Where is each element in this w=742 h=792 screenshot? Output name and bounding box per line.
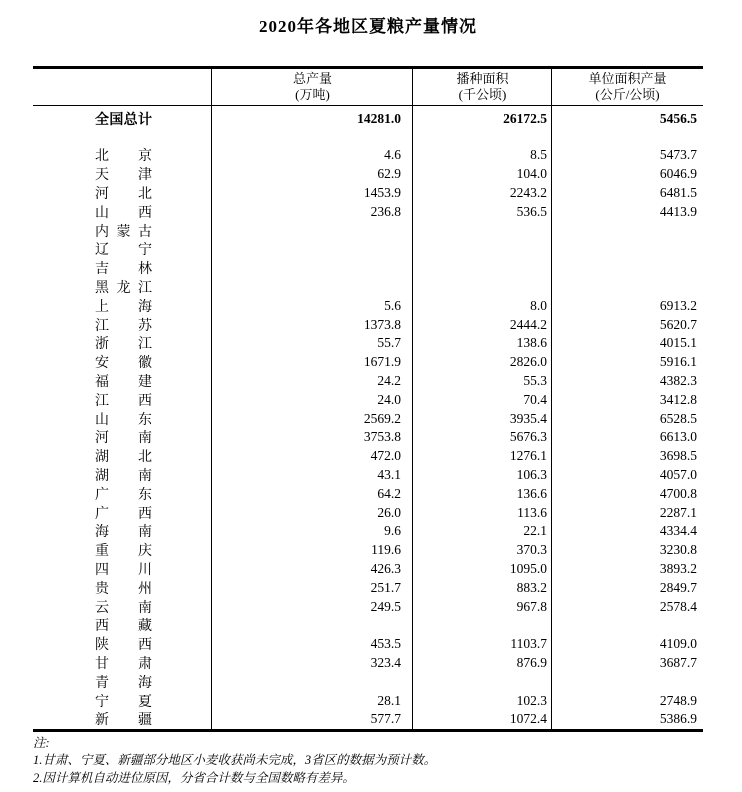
- region-name: 安 徽: [95, 356, 152, 372]
- column-divider-3: [551, 69, 552, 729]
- region-name-cell: [33, 634, 212, 654]
- area-value: 883.2: [516, 579, 547, 595]
- area-value: 138.6: [516, 335, 547, 351]
- region-name-cell: [33, 484, 212, 504]
- output-value: 24.2: [377, 372, 401, 388]
- yield-value: 6481.5: [659, 184, 697, 200]
- output-value: 55.7: [377, 335, 401, 351]
- region-name-cell: [33, 597, 212, 617]
- region-name: 吉 林: [95, 262, 152, 278]
- region-name: 河 北: [95, 187, 152, 202]
- yield-value: 4057.0: [659, 466, 697, 482]
- header-total-output-line1: 总产量: [292, 71, 332, 86]
- region-name: 江 苏: [95, 318, 152, 334]
- region-name-cell: [33, 503, 212, 523]
- region-name-cell: [33, 691, 212, 711]
- output-value: 472.0: [370, 448, 401, 464]
- summer-grain-table: [33, 66, 703, 732]
- area-value: 55.3: [523, 372, 547, 388]
- table-row: [33, 710, 703, 729]
- output-value: 28.1: [377, 692, 401, 708]
- table-row: [33, 334, 703, 353]
- region-name-cell: [33, 578, 212, 598]
- yield-value: 4334.4: [659, 523, 697, 539]
- region-name: 全 国 总 计: [95, 112, 152, 128]
- region-name-cell: [33, 653, 212, 673]
- region-name-cell: [33, 239, 212, 259]
- yield-value: 5620.7: [659, 316, 697, 332]
- output-value: 1671.9: [363, 354, 401, 370]
- yield-value: 3698.5: [659, 448, 697, 464]
- region-name: 广 西: [95, 506, 152, 522]
- yield-value: 6613.0: [659, 429, 697, 445]
- yield-value: 6528.5: [659, 410, 697, 426]
- yield-value: 5386.9: [659, 711, 697, 727]
- output-value: 426.3: [370, 560, 401, 576]
- header-unit-yield-line1: 单位面积产量: [588, 71, 667, 86]
- output-value: 453.5: [370, 636, 401, 652]
- table-row: [33, 390, 703, 409]
- area-value: 1103.7: [510, 636, 547, 652]
- area-value: 26172.5: [503, 110, 547, 126]
- table-row: [33, 635, 703, 654]
- region-name-cell: [33, 672, 212, 692]
- yield-value: 5916.1: [659, 354, 697, 370]
- region-name-cell: [33, 277, 212, 297]
- national-total-name-cell: [33, 109, 212, 129]
- area-value: 967.8: [516, 598, 547, 614]
- header-total-output: [212, 71, 413, 103]
- region-name: 浙 江: [95, 337, 152, 353]
- table-body: [33, 146, 703, 729]
- table-row: [33, 447, 703, 466]
- table-row: [33, 691, 703, 710]
- region-name: 广 东: [95, 487, 152, 503]
- blank-spacer-row: [33, 131, 703, 146]
- region-name: 湖 北: [95, 450, 152, 466]
- area-value: 106.3: [516, 466, 547, 482]
- output-value: 251.7: [370, 579, 401, 595]
- area-value: 1276.1: [509, 448, 547, 464]
- region-name-cell: [33, 164, 212, 184]
- region-name-cell: [33, 221, 212, 241]
- output-value: 577.7: [370, 711, 401, 727]
- table-row: [33, 296, 703, 315]
- region-name: 天 津: [95, 168, 152, 184]
- header-sown-area: [413, 71, 552, 103]
- output-value: 249.5: [370, 598, 401, 614]
- area-value: 1072.4: [509, 711, 547, 727]
- table-row: [33, 484, 703, 503]
- region-name-cell: [33, 145, 212, 165]
- table-row: [33, 240, 703, 259]
- yield-value: 5456.5: [659, 110, 697, 126]
- output-value: 14281.0: [357, 110, 401, 126]
- region-name: 四 川: [95, 562, 152, 578]
- table-row: [33, 165, 703, 184]
- header-unit-yield: [552, 71, 703, 103]
- yield-value: 4382.3: [659, 372, 697, 388]
- output-value: 323.4: [370, 654, 401, 670]
- yield-value: 2287.1: [659, 504, 697, 520]
- table-row: [33, 466, 703, 485]
- table-row: [33, 560, 703, 579]
- area-value: 536.5: [516, 203, 547, 219]
- region-name-cell: [33, 352, 212, 372]
- region-name: 新 疆: [95, 713, 152, 729]
- region-name-cell: [33, 409, 212, 429]
- table-row: [33, 184, 703, 203]
- region-name: 重 庆: [95, 544, 152, 560]
- table-row: [33, 259, 703, 278]
- national-total-row: [33, 106, 703, 131]
- table-row: [33, 315, 703, 334]
- region-name: 青 海: [95, 675, 152, 691]
- yield-value: 6046.9: [659, 166, 697, 182]
- region-name-cell: [33, 709, 212, 729]
- area-value: 70.4: [523, 391, 547, 407]
- region-name-cell: [33, 315, 212, 335]
- region-name-cell: [33, 371, 212, 391]
- table-row: [33, 409, 703, 428]
- footnote-1: 1.甘肃、宁夏、新疆部分地区小麦收获尚未完成，3省区的数据为预计数。: [33, 753, 437, 768]
- region-name: 福 建: [95, 374, 152, 390]
- area-value: 8.5: [530, 147, 547, 163]
- region-name: 北 京: [95, 149, 152, 165]
- output-value: 1373.8: [363, 316, 401, 332]
- table-row: [33, 654, 703, 673]
- area-value: 1095.0: [509, 560, 547, 576]
- notes-label: 注:: [33, 735, 50, 750]
- output-value: 9.6: [384, 523, 401, 539]
- column-divider-1: [211, 69, 212, 729]
- region-name: 黑 龙 江: [95, 280, 152, 296]
- header-sown-area-line1: 播种面积: [456, 71, 509, 86]
- yield-value: 2748.9: [659, 692, 697, 708]
- region-name-cell: [33, 202, 212, 222]
- area-value: 370.3: [516, 542, 547, 558]
- table-row: [33, 146, 703, 165]
- output-value: 5.6: [384, 297, 401, 313]
- yield-value: 2849.7: [659, 579, 697, 595]
- table-row: [33, 597, 703, 616]
- yield-value: 3412.8: [659, 391, 697, 407]
- column-divider-2: [412, 69, 413, 729]
- area-value: 8.0: [530, 297, 547, 313]
- table-row: [33, 578, 703, 597]
- yield-value: 4413.9: [659, 203, 697, 219]
- table-row: [33, 541, 703, 560]
- area-value: 2826.0: [509, 354, 547, 370]
- region-name: 陕 西: [95, 638, 152, 654]
- area-value: 136.6: [516, 485, 547, 501]
- output-value: 2569.2: [363, 410, 401, 426]
- yield-value: 3230.8: [659, 542, 697, 558]
- output-value: 64.2: [377, 485, 401, 501]
- output-value: 236.8: [370, 203, 401, 219]
- area-value: 22.1: [523, 523, 547, 539]
- region-name: 河 南: [95, 431, 152, 447]
- document-area: [33, 0, 703, 787]
- region-name: 山 东: [95, 412, 152, 428]
- header-unit-yield-line2: (公斤/公顷): [595, 87, 660, 102]
- output-value: 62.9: [377, 166, 401, 182]
- area-value: 5676.3: [509, 429, 547, 445]
- region-name-cell: [33, 183, 212, 203]
- footnotes: [33, 735, 703, 788]
- region-name: 甘 肃: [95, 656, 152, 672]
- region-name: 辽 宁: [95, 243, 152, 259]
- region-name-cell: [33, 465, 212, 485]
- table-row: [33, 353, 703, 372]
- region-name-cell: [33, 521, 212, 541]
- region-name: 江 西: [95, 393, 152, 409]
- footnote-2: 2.因计算机自动进位原因，分省合计数与全国数略有差异。: [33, 770, 355, 785]
- table-header-row: [33, 69, 703, 106]
- area-value: 113.6: [517, 504, 547, 520]
- output-value: 26.0: [377, 504, 401, 520]
- region-name-cell: [33, 446, 212, 466]
- table-row: [33, 672, 703, 691]
- region-name: 贵 州: [95, 581, 152, 597]
- region-name-cell: [33, 427, 212, 447]
- region-name: 山 西: [95, 205, 152, 221]
- region-name: 海 南: [95, 525, 152, 541]
- table-row: [33, 522, 703, 541]
- yield-value: 6913.2: [659, 297, 697, 313]
- yield-value: 4015.1: [659, 335, 697, 351]
- table-row: [33, 428, 703, 447]
- region-name-cell: [33, 258, 212, 278]
- area-value: 2243.2: [509, 184, 547, 200]
- region-name: 云 南: [95, 600, 152, 616]
- output-value: 43.1: [377, 466, 401, 482]
- header-sown-area-line2: (千公顷): [458, 87, 507, 102]
- output-value: 3753.8: [363, 429, 401, 445]
- table-row: [33, 202, 703, 221]
- output-value: 119.6: [371, 542, 401, 558]
- area-value: 3935.4: [509, 410, 547, 426]
- yield-value: 3893.2: [659, 560, 697, 576]
- yield-value: 2578.4: [659, 598, 697, 614]
- output-value: 4.6: [384, 147, 401, 163]
- region-name: 西 藏: [95, 619, 152, 635]
- area-value: 102.3: [516, 692, 547, 708]
- region-name: 内 蒙 古: [95, 224, 152, 240]
- region-name-cell: [33, 333, 212, 353]
- yield-value: 5473.7: [659, 147, 697, 163]
- region-name-cell: [33, 559, 212, 579]
- table-row: [33, 372, 703, 391]
- region-name-cell: [33, 540, 212, 560]
- region-name: 上 海: [95, 299, 152, 315]
- yield-value: 3687.7: [659, 654, 697, 670]
- area-value: 876.9: [516, 654, 547, 670]
- table-row: [33, 221, 703, 240]
- region-name: 宁 夏: [95, 694, 152, 710]
- yield-value: 4109.0: [659, 636, 697, 652]
- header-total-output-line2: (万吨): [295, 87, 330, 102]
- area-value: 104.0: [516, 166, 547, 182]
- page-title: 2020年各地区夏粮产量情况: [259, 17, 477, 36]
- region-name: 湖 南: [95, 468, 152, 484]
- yield-value: 4700.8: [659, 485, 697, 501]
- table-row: [33, 278, 703, 297]
- region-name-cell: [33, 296, 212, 316]
- output-value: 1453.9: [363, 184, 401, 200]
- table-row: [33, 503, 703, 522]
- region-name-cell: [33, 615, 212, 635]
- output-value: 24.0: [377, 391, 401, 407]
- region-name-cell: [33, 390, 212, 410]
- table-row: [33, 616, 703, 635]
- area-value: 2444.2: [509, 316, 547, 332]
